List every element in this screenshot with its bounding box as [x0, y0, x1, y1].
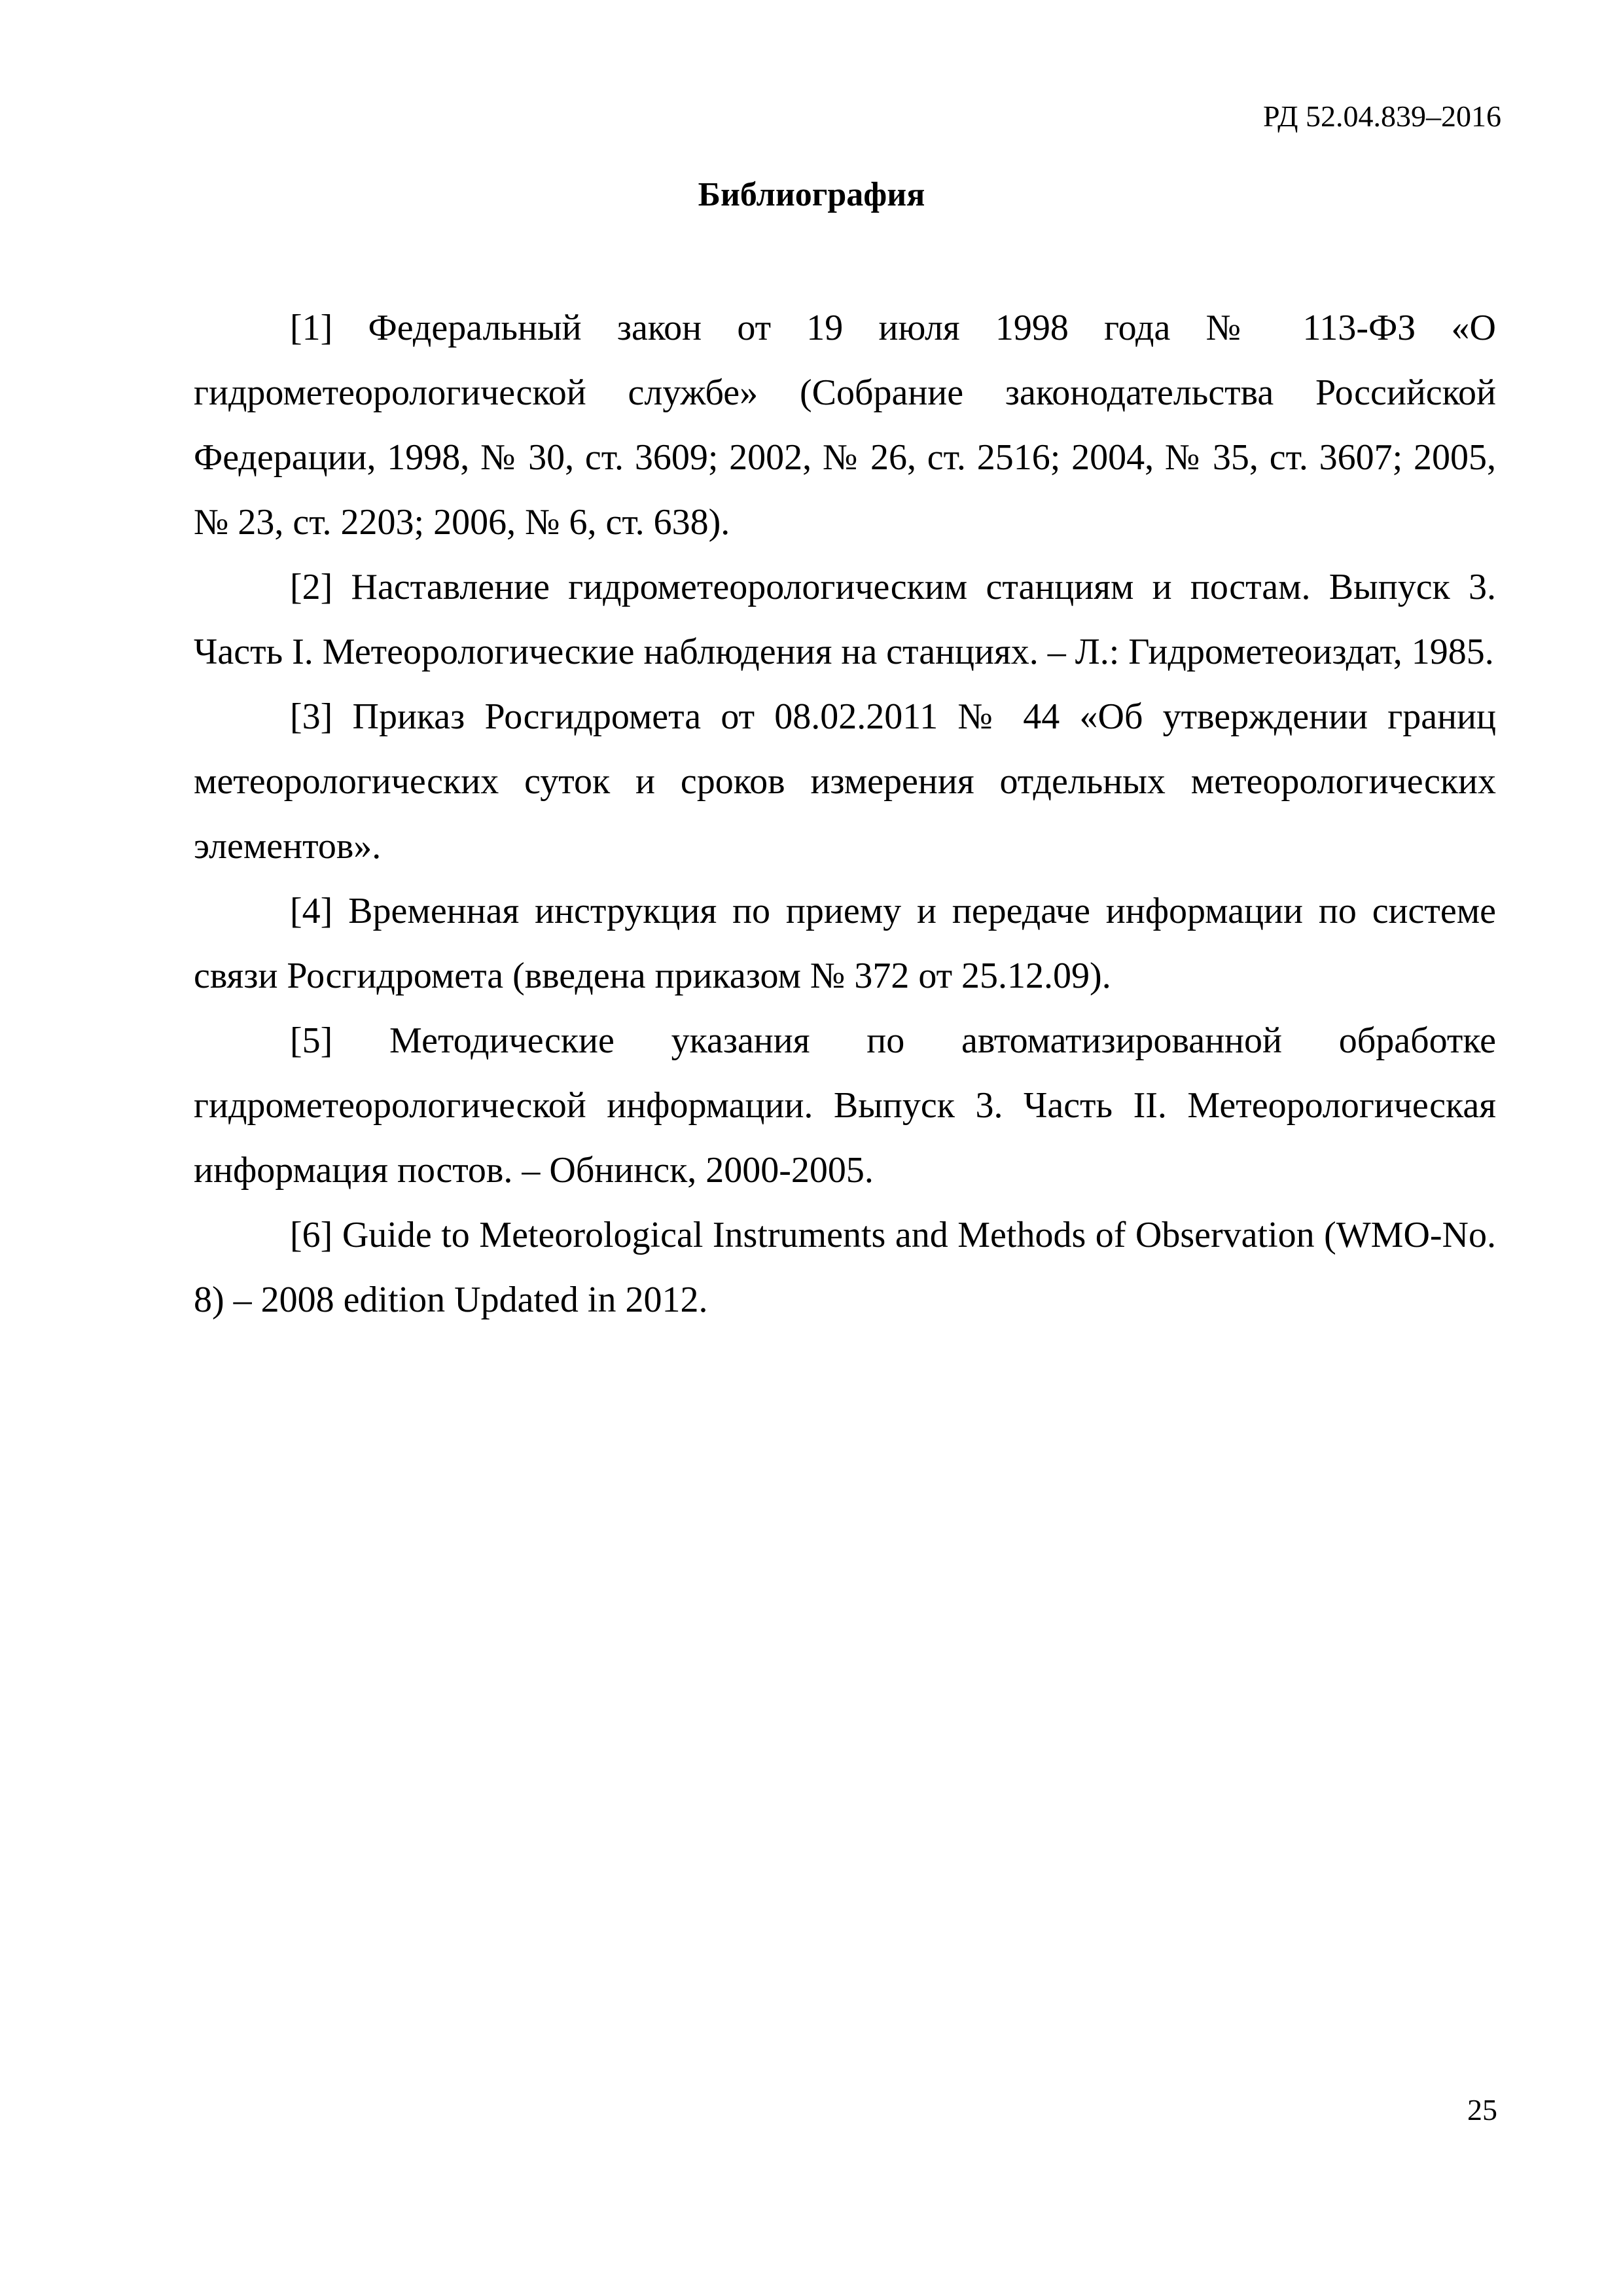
bibliography-list [194, 296, 1496, 1333]
bibliography-entry-4: [4] Временная инструкция по приему и передаче информации по системе связи Росгидромета (введена приказом № 372 от 25.12.09). [194, 891, 1496, 996]
bibliography-entry-1: [1] Федеральный закон от 19 июля 1998 года № 113-ФЗ «О гидрометеорологической службе» (Собрание законодательства Российской Федерации, 1998, № 30, ст. 3609; 2002, № 26, ст. 2516; 2004, № 35, ст. 3607; 2005, № 23, ст. 2203; 2006, № 6, ст. 638). [194, 308, 1496, 543]
bibliography-entry-2: [2] Наставление гидрометеорологическим станциям и постам. Выпуск 3. Часть I. Метеорологические наблюдения на станциях. – Л.: Гидрометеоиздат, 1985. [194, 567, 1496, 672]
bibliography-entry-3: [3] Приказ Росгидромета от 08.02.2011 № 44 «Об утверждении границ метеорологических суток и сроков измерения отдельных метеорологических элементов». [194, 696, 1496, 867]
bibliography-entry-5: [5] Методические указания по автоматизированной обработке гидрометеорологической информации. Выпуск 3. Часть II. Метеорологическая информация постов. – Обнинск, 2000-2005. [194, 1020, 1496, 1191]
page-title: Библиография [698, 176, 925, 213]
page-number: 25 [1467, 2093, 1497, 2126]
document-code: РД 52.04.839–2016 [1262, 99, 1501, 133]
bibliography-entry-6: [6] Guide to Meteorological Instruments and Methods of Observation (WMO-No. 8) – 2008 edition Updated in 2012. [194, 1215, 1496, 1320]
